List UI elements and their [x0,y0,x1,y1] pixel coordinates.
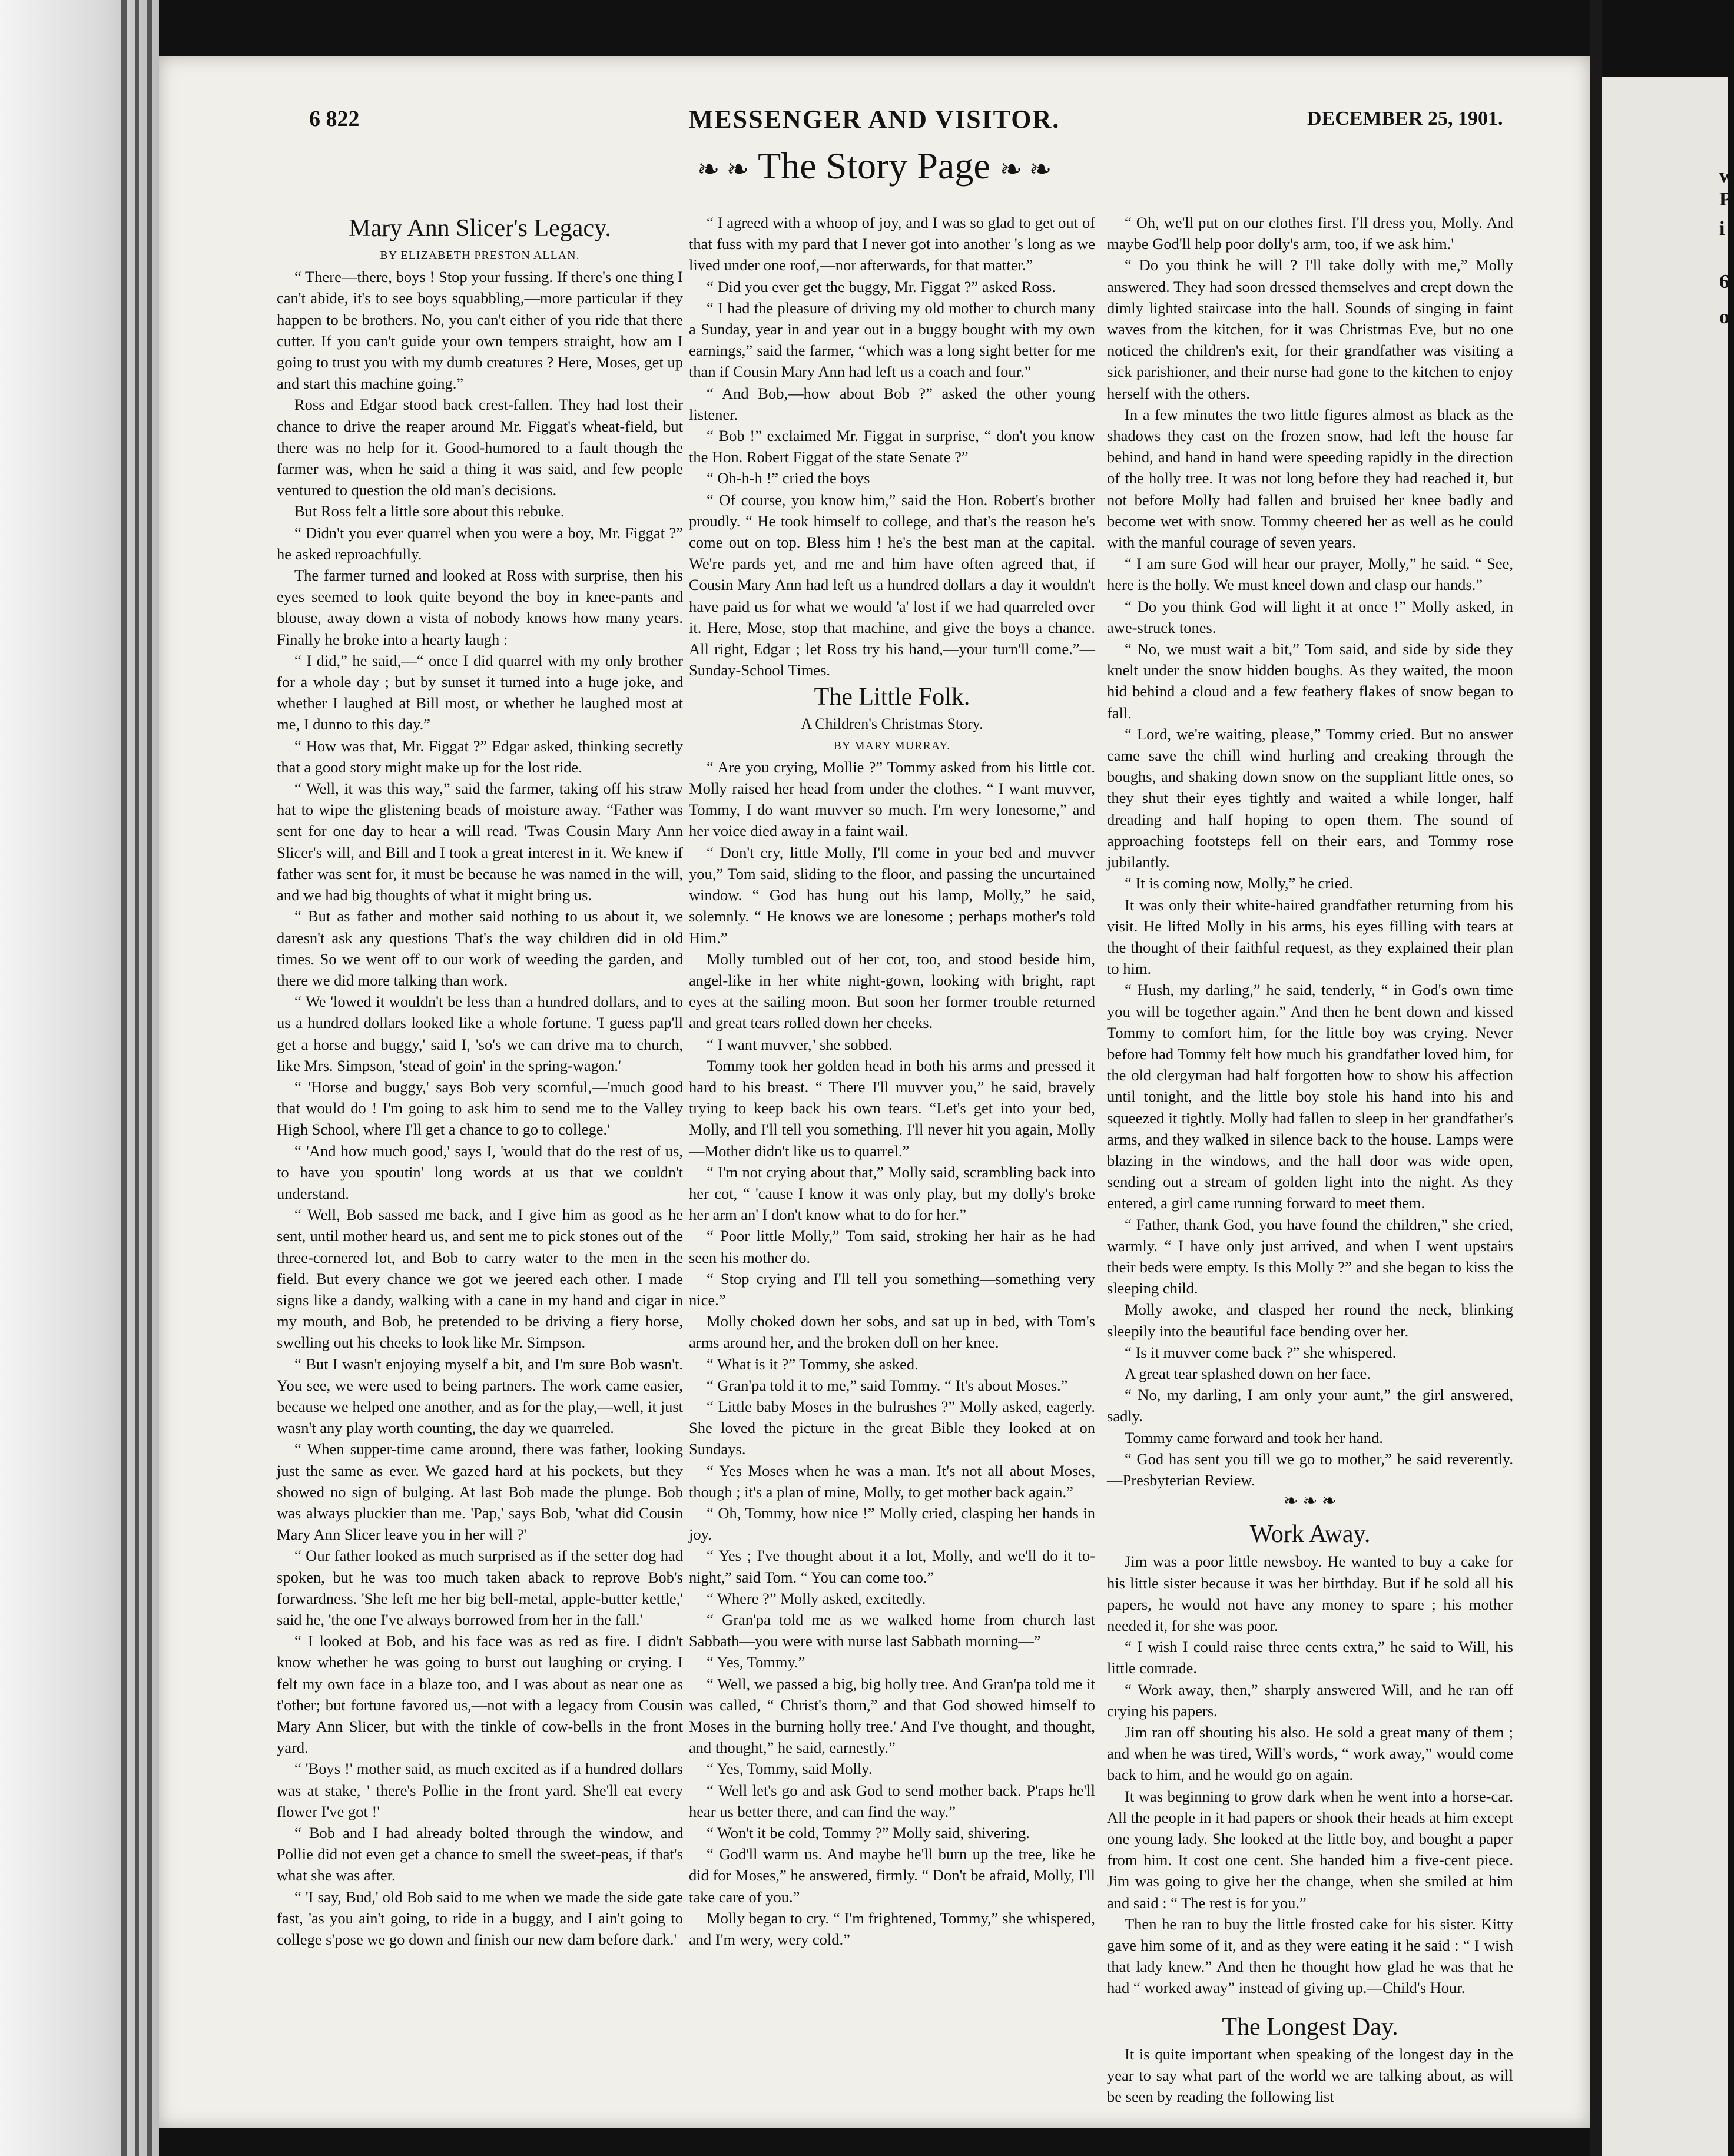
fragment-letter: P [1719,188,1732,210]
paragraph: Jim was a poor little newsboy. He wanted to buy a cake for his little sister because it was her birthday. But if he sold all his papers, he would not have any money to spare ; his mother needed it, for she was poor. [1107,1553,1513,1634]
column-3 [1107,212,1513,2107]
paragraph: “ Where ?” Molly asked, excitedly. [707,1589,926,1607]
paragraph: It was beginning to grow dark when he went into a horse-car. All the people in it had papers or shook their heads at him except one young lady. She looked at the little boy, and bought a paper from him. It cost one cent. She handed him a five-cent piece. Jim was going to give her the change, when she smiled at him and said : “ The rest is for you.” [1107,1787,1513,1912]
paragraph: Then he ran to buy the little frosted cake for his sister. Kitty gave him some of it, and as they were eating it he said : “ I wish that lady knew.” And then he thought how glad he was that he had “ worked away” instead of giving up.—Child's Hour. [1107,1915,1513,1997]
leaf-ornament-icon: ❧ ❧ [999,154,1052,184]
paragraph: “ Little baby Moses in the bulrushes ?” Molly asked, eagerly. She loved the picture in the great Bible they looked at on Sundays. [689,1397,1095,1458]
leaf-separator-icon: ❧ ❧ ❧ [1283,1491,1337,1511]
paragraph: A great tear splashed down on her face. [1125,1364,1371,1382]
paragraph: “ Won't it be cold, Tommy ?” Molly said, shivering. [707,1824,1030,1842]
paragraph: “ Stop crying and I'll tell you something—something very nice.” [689,1269,1095,1309]
paragraph: “ God has sent you till we go to mother,” he said reverently.—Presbyterian Review. [1107,1450,1513,1489]
fragment-letter: o [1719,306,1729,328]
paragraph: “ Father, thank God, you have found the children,” she cried, warmly. “ I have only just arrived, and when I went upstairs their beds were empty. Is this Molly ?” and she began to kiss the sleeping child. [1107,1215,1513,1298]
paragraph: “ It is coming now, Molly,” he cried. [1125,874,1354,893]
paragraph: “ I want muvver,’ she sobbed. [707,1035,893,1053]
paragraph: “ We 'lowed it wouldn't be less than a hundred dollars, and to us a hundred dollars looked like a whole fortune. 'I guess pap'll get a horse and buggy,' said I, 'so's we can drive ma to church, like Mrs. Simpson, 'stead of goin' in the spring-wagon.' [277,993,683,1074]
article-byline: BY MARY MURRAY. [833,739,951,752]
paragraph: “ I looked at Bob, and his face was as red as fire. I didn't know whether he was going to burst out laughing or crying. I felt my own face in a blaze too, and I was about as near one as t'other; but fortune favored us,—not with a legacy from Cousin Mary Ann Slicer, but with the tinkle of cow-bells in the front yard. [277,1632,683,1757]
paragraph: Molly choked down her sobs, and sat up in bed, with Tom's arms around her, and the broken doll on her knee. [689,1312,1095,1352]
paragraph: “ Is it muvver come back ?” she whispered. [1125,1343,1397,1361]
paragraph: “ But as father and mother said nothing to us about it, we daresn't ask any questions That's the way children did in old times. So we went off to our work of weeding the garden, and there we did more talking than work. [277,907,683,989]
paragraph: “ Don't cry, little Molly, I'll come in your bed and muvver you,” Tom said, sliding to the floor, and passing the uncurtained window. “ God has hung out his lamp, Molly,” he said, solemnly. “ He knows we are lonesome ; perhaps mother's told Him.” [689,843,1095,947]
article-subtitle: A Children's Christmas Story. [801,715,983,733]
paragraph: “ Didn't you ever quarrel when you were a boy, Mr. Figgat ?” he asked reproachfully. [277,523,683,563]
masthead: MESSENGER AND VISITOR. [688,105,1060,134]
paragraph: “ Well, Bob sassed me back, and I give him as good as he sent, until mother heard us, and sent me to pick stones out of the three-cornered lot, and Bob to carry water to the men in the field. But every chance we got we jeered each other. I made signs like a dandy, walking with a cane in my hand and cigar in my mouth, and Bob, he pretended to be driving a fiery horse, swelling out his cheeks to look like Mr. Simpson. [277,1206,683,1352]
paragraph: “ Do you think he will ? I'll take dolly with me,” Molly answered. They had soon dressed themselves and crept down the dimly lighted staircase into the hall. Sounds of singing in faint waves from the kitchen, for it was Christmas Eve, but no one noticed the children's exit, for their grandfather was visiting a sick parishioner, and their nurse had gone to the kitchen to enjoy herself with the others. [1107,256,1513,402]
paragraph: “ Oh, Tommy, how nice !” Molly cried, clasping her hands in joy. [689,1504,1095,1544]
paragraph: In a few minutes the two little figures almost as black as the shadows they cast on the frozen snow, had left the house far behind, and hand in hand were speeding rapidly in the direction of the holly tree. It was not long before they had reached it, but not before Molly had fallen and bruised her knee badly and become wet with snow. Tommy cheered her as well as he could with the manful courage of seven years. [1107,405,1513,552]
paragraph: Molly tumbled out of her cot, too, and stood beside him, angel-like in her white night-gown, looking with bright, rapt eyes at the sailing moon. But soon her former trouble returned and great tears rolled down her cheeks. [689,950,1095,1032]
paragraph: “ When supper-time came around, there was father, looking just the same as ever. We gazed hard at his pockets, but they showed no sign of bulging. At last Bob made the plunge. Bob was always pluckier than me. 'Pap,' says Bob, 'what did Cousin Mary Ann Slicer leave you in her will ?' [277,1440,683,1544]
section-title-text: The Story Page [758,145,990,187]
paragraph: “ Well, we passed a big, big holly tree. And Gran'pa told me it was called, “ Christ's thorn,” and that God showed himself to Moses in the burning holly tree.' And I've thought, and thought, and thought,” he said, earnestly.” [689,1674,1095,1757]
paragraph: “ No, we must wait a bit,” Tom said, and side by side they knelt under the snow hidden boughs. As they waited, the moon hid behind a cloud and a few feathery flakes of snow began to fall. [1107,640,1513,722]
paragraph: “ Hush, my darling,” he said, tenderly, “ in God's own time you will be together again.” And then he bent down and kissed Tommy to comfort him, for the little boy was crying. Never before had Tommy felt how much his grandfather loved him, for the old clergyman had half forgotten how to show his affection until tonight, and the little boy stole his hand into his and squeezed it tightly. Molly had fallen to sleep in her grandfather's arms, and they walked in silence back to the house. Lamps were blazing in the windows, and the hall door was wide open, sending out a stream of golden light into the night. As they entered, a girl came running forward to meet them. [1107,981,1513,1212]
paragraph: “ But I wasn't enjoying myself a bit, and I'm sure Bob wasn't. You see, we were used to being partners. The work came easier, because we helped one another, and as for the play,—well, it just wasn't any play worth counting, the day we quarreled. [277,1355,683,1437]
page-header [159,56,1590,132]
paragraph: “ Do you think God will light it at once !” Molly asked, in awe-struck tones. [1107,597,1513,636]
paragraph: “ 'And how much good,' says I, 'would that do the rest of us, to have you spoutin' long words at us that we couldn't understand. [277,1142,683,1202]
paragraph: “ I'm not crying about that,” Molly said, scrambling back into her cot, “ 'cause I know it was only play, but my dolly's broke her arm an' I don't know what to do for her.” [689,1163,1095,1224]
paragraph: “ Are you crying, Mollie ?” Tommy asked from his little cot. Molly raised her head from under the clothes. “ I want muvver, Tommy, I do want muvver so much. I'm wery lonesome,” and her voice died away in a faint wail. [689,758,1095,840]
scanner-margin [0,0,159,2156]
paragraph: “ I wish I could raise three cents extra,” he said to Will, his little comrade. [1107,1638,1513,1677]
page-gap [1590,0,1602,2156]
fragment-letter: i [1719,218,1725,240]
paragraph: “ Bob !” exclaimed Mr. Figgat in surprise, “ don't you know the Hon. Robert Figgat of the state Senate ?” [689,427,1095,466]
section-title [159,144,1590,188]
page-number: 6 822 [309,107,360,131]
paragraph: “ How was that, Mr. Figgat ?” Edgar asked, thinking secretly that a good story might make up for the lost ride. [277,737,683,776]
paragraph: “ Gran'pa told me as we walked home from church last Sabbath—you were with nurse last Sabbath morning—” [689,1611,1095,1650]
paragraph: Molly awoke, and clasped her round the neck, blinking sleepily into the beautiful face bending over her. [1107,1301,1513,1340]
paragraph: “ Oh-h-h !” cried the boys [707,469,870,487]
paragraph: “ Of course, you know him,” said the Hon. Robert's brother proudly. “ He took himself to college, and that's the reason he's come out on top. Bless him ! he's the best man at the capital. We're pards yet, and me and him have often agreed that, if Cousin Mary Ann had left us a hundred dollars a day it wouldn't have paid us for what we would 'a' lost if we had quarreled over it. Here, Mose, stop that machine, and give the boys a chance. All right, Edgar ; let Ross try his hand,—your turn'll come.”—Sunday-School Times. [689,490,1095,679]
paragraph: The farmer turned and looked at Ross with surprise, then his eyes seemed to look quite beyond the boy in knee-pants and blouse, away down a vista of nobody knows how many years. Finally he broke into a hearty laugh : [277,566,683,648]
article-title: Work Away. [1249,1521,1371,1548]
paragraph: “ Poor little Molly,” Tom said, stroking her hair as he had seen his mother do. [689,1227,1095,1266]
paragraph: “ Our father looked as much surprised as if the setter dog had spoken, but he was too much taken aback to reprove Bob's forwardness. 'She left me her big bell-metal, apple-butter kettle,' said he, 'the one I've always borrowed from her in the fall.' [277,1547,683,1628]
scan-stripe [121,0,127,2156]
paragraph: “ What is it ?” Tommy, she asked. [707,1355,919,1373]
paragraph: But Ross felt a little sore about this rebuke. [294,502,565,520]
paragraph: “ There—there, boys ! Stop your fussing. If there's one thing I can't abide, it's to see boys squabbling,—more particular if they happen to be brothers. No, you can't either of you ride that there cutter. If you can't guide your own tempers straight, how am I going to trust you with my dumb creatures ? Here, Moses, get up and start this machine going.” [277,268,683,393]
paragraph: “ Yes Moses when he was a man. It's not all about Moses, though ; it's a plan of mine, Molly, to get mother back again.” [689,1461,1095,1501]
paragraph: “ And Bob,—how about Bob ?” asked the other young listener. [689,384,1095,423]
scan-stripe [135,0,139,2156]
paragraph: “ I had the pleasure of driving my old mother to church many a Sunday, year in and year out in a buggy bought with my own earnings,” said the farmer, “which was a long sight better for me than if Cousin Mary Ann had left us a coach and four.” [689,298,1095,381]
paragraph: “ Yes, Tommy, said Molly. [707,1760,873,1778]
paragraph: It is quite important when speaking of the longest day in the year to say what part of the world we are talking about, as will be seen by reading the following list [1107,2045,1513,2106]
paragraph: “ Oh, we'll put on our clothes first. I'll dress you, Molly. And maybe God'll help poor dolly's arm, too, if we ask him.' [1107,214,1513,253]
leaf-ornament-icon: ❧ ❧ [697,154,750,184]
paragraph: Tommy came forward and took her hand. [1125,1428,1383,1447]
paragraph: Jim ran off shouting his also. He sold a great many of them ; and when he was tired, Will's words, “ work away,” would come back to him, and he would go on again. [1107,1723,1513,1784]
paragraph: “ 'Horse and buggy,' says Bob very scornful,—'much good that would do ! I'm going to ask him to send me to the Valley High School, where I'll get a chance to go to college.' [277,1077,683,1139]
paragraph: “ Well let's go and ask God to send mother back. P'raps he'll hear us better there, and can find the way.” [689,1781,1095,1820]
paragraph: Molly began to cry. “ I'm frightened, Tommy,” she whispered, and I'm wery, wery cold.” [689,1909,1095,1949]
article-title: The Longest Day. [1222,2013,1398,2041]
paragraph: “ Well, it was this way,” said the farmer, taking off his straw hat to wipe the glistening beads of moisture away. “Father was sent for one day to hear a will read. 'Twas Cousin Mary Ann Slicer's will, and Bill and I took a great interest in it. We knew if father was sent for, it must be because he was named in the will, and we had big thoughts of what it might bring us. [277,780,683,904]
paragraph: “ No, my darling, I am only your aunt,” the girl answered, sadly. [1107,1386,1513,1425]
newspaper-page [159,56,1590,2128]
fragment-letter: 6 [1719,271,1729,293]
fragment-letter: w [1719,165,1734,187]
scan-stripe [147,0,152,2156]
paragraph: “ Work away, then,” sharply answered Will, and he ran off crying his papers. [1107,1680,1513,1720]
paragraph: “ 'Boys !' mother said, as much excited as if a hundred dollars was at stake, ' there's Pollie in the front yard. She'll eat every flower I've got !' [277,1760,683,1820]
paragraph: “ God'll warm us. And maybe he'll burn up the tree, like he did for Moses,” he answered, firmly. “ Don't be afraid, Molly, I'll take care of you.” [689,1845,1095,1906]
adjacent-page-fragment [1602,77,1734,2156]
paragraph: “ Did you ever get the buggy, Mr. Figgat ?” asked Ross. [707,277,1056,296]
paragraph: “ I agreed with a whoop of joy, and I was so glad to get out of that fuss with my pard that I never got into another 's long as we lived under one roof,—nor afterwards, for that matter.” [689,214,1095,274]
paragraph: Tommy took her golden head in both his arms and pressed it hard to his breast. “ There I'll muvver you,” he said, bravely trying to keep back his own tears. “Let's get into your bed, Molly, and I'll tell you something. I'll never hit you again, Molly—Mother didn't like us to quarrel.” [689,1056,1095,1160]
paragraph: “ Gran'pa told it to me,” said Tommy. “ It's about Moses.” [707,1376,1068,1394]
article-title: The Little Folk. [814,684,970,711]
paragraph: “ I am sure God will hear our prayer, Molly,” he said. “ See, here is the holly. We must kneel down and clasp our hands.” [1107,555,1513,594]
paragraph: “ 'I say, Bud,' old Bob said to me when we made the side gate fast, 'as you ain't going, to ride in a buggy, and I ain't going to college s'pose we go down and finish our new dam before dark.' [277,1888,683,1949]
paragraph: Ross and Edgar stood back crest-fallen. They had lost their chance to drive the reaper around Mr. Figgat's wheat-field, but there was no help for it. Good-humored to a fault though the farmer was, when he said a thing it was said, and few people ventured to question the old man's decisions. [277,396,683,499]
issue-date: DECEMBER 25, 1901. [1307,108,1503,130]
article-byline: BY ELIZABETH PRESTON ALLAN. [380,249,580,262]
paragraph: “ Yes ; I've thought about it a lot, Molly, and we'll do it to-night,” said Tom. “ You can come too.” [689,1547,1095,1586]
column-1 [277,212,683,1950]
paragraph: “ I did,” he said,—“ once I did quarrel with my only brother for a whole day ; but by sunset it turned into a huge joke, and whether I laughed at Bill most, or whether he laughed most at me, I dunno to this day.” [277,651,683,734]
paragraph: It was only their white-haired grandfather returning from his visit. He lifted Molly in his arms, his eyes filling with tears at the thought of their faithful request, as they explained their plan to him. [1107,895,1513,978]
paragraph: “ Bob and I had already bolted through the window, and Pollie did not even get a chance to smell the sweet-peas, if that's what she was after. [277,1824,683,1885]
paragraph: “ Yes, Tommy.” [707,1653,805,1671]
article-title: Mary Ann Slicer's Legacy. [349,215,611,242]
column-2 [689,212,1095,1950]
paragraph: “ Lord, we're waiting, please,” Tommy cried. But no answer came save the chill wind hurling and creaking through the boughs, and shaking down snow on the suppliant little ones, so they shut their eyes tightly and waited a while longer, half dreading and half hoping to open them. The sound of approaching footsteps fell on their ears, and Tommy rose jubilantly. [1107,725,1513,871]
